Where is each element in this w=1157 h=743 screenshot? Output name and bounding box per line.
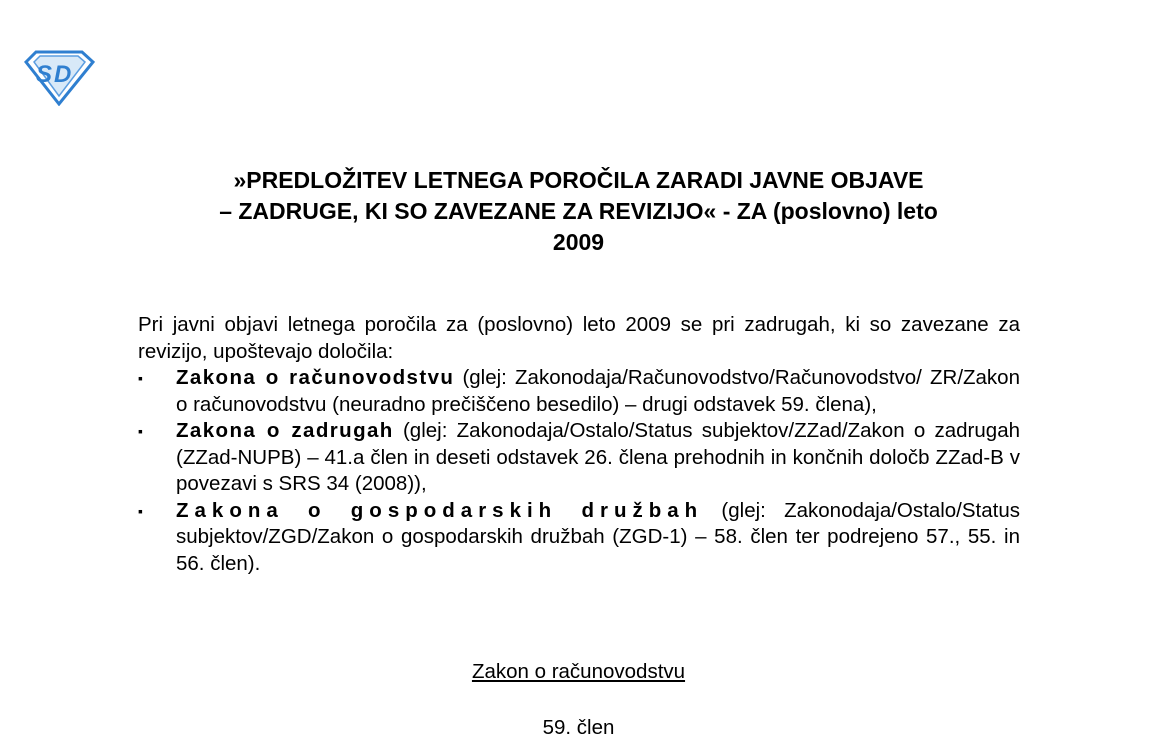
svg-text:S: S	[36, 61, 53, 88]
law-reference-list	[138, 365, 1020, 577]
sd-shield-logo-icon	[22, 48, 96, 106]
law-reference-text: (glej: Zakonodaja/Ostalo/Status subjektov/ZZad/Zakon o zadrugah (ZZad-NUPB) – 41.a člen in deseti odstavek 26. člena prehodnih in končnih določb ZZad-B v povezavi s SRS 34 (2008)),	[176, 419, 1020, 495]
section-heading: Zakon o računovodstvu	[471, 660, 686, 683]
title-line-2: – ZADRUGE, KI SO ZAVEZANE ZA REVIZIJO« - ZA (poslovno) leto	[219, 198, 938, 224]
bullet-icon: ▪	[138, 502, 143, 519]
law-name: Zakona o gospodarskih družbah	[176, 498, 704, 522]
law-reference-text: (glej: Zakonodaja/Računovodstvo/Računovodstvo/ ZR/Zakon o računovodstvu (neuradno prečiščeno besedilo) – drugi odstavek 59. člena),	[176, 366, 1020, 416]
list-item	[138, 365, 1020, 418]
document-title	[120, 165, 1037, 258]
bullet-icon: ▪	[138, 370, 143, 386]
intro-paragraph: Pri javni objavi letnega poročila za (poslovno) leto 2009 se pri zadrugah, ki so zavezane za revizijo, upoštevajo določila:	[138, 313, 1020, 363]
list-item	[138, 418, 1020, 498]
bullet-icon: ▪	[138, 423, 143, 439]
svg-text:D: D	[54, 61, 72, 88]
title-line-3: 2009	[552, 229, 605, 255]
article-heading: 59. člen	[542, 716, 615, 739]
title-line-1: »PREDLOŽITEV LETNEGA POROČILA ZARADI JAVNE OBJAVE	[233, 167, 924, 193]
list-item	[138, 498, 1020, 578]
law-name: Zakona o zadrugah	[176, 419, 394, 442]
document-body	[138, 312, 1020, 577]
law-name: Zakona o računovodstvu	[176, 366, 455, 389]
law-reference-text: (glej: Zakonodaja/Ostalo/Status subjektov/ZGD/Zakon o gospodarskih družbah (ZGD-1) – 58. člen ter podrejeno 57., 55. in 56. člen).	[176, 498, 1020, 575]
